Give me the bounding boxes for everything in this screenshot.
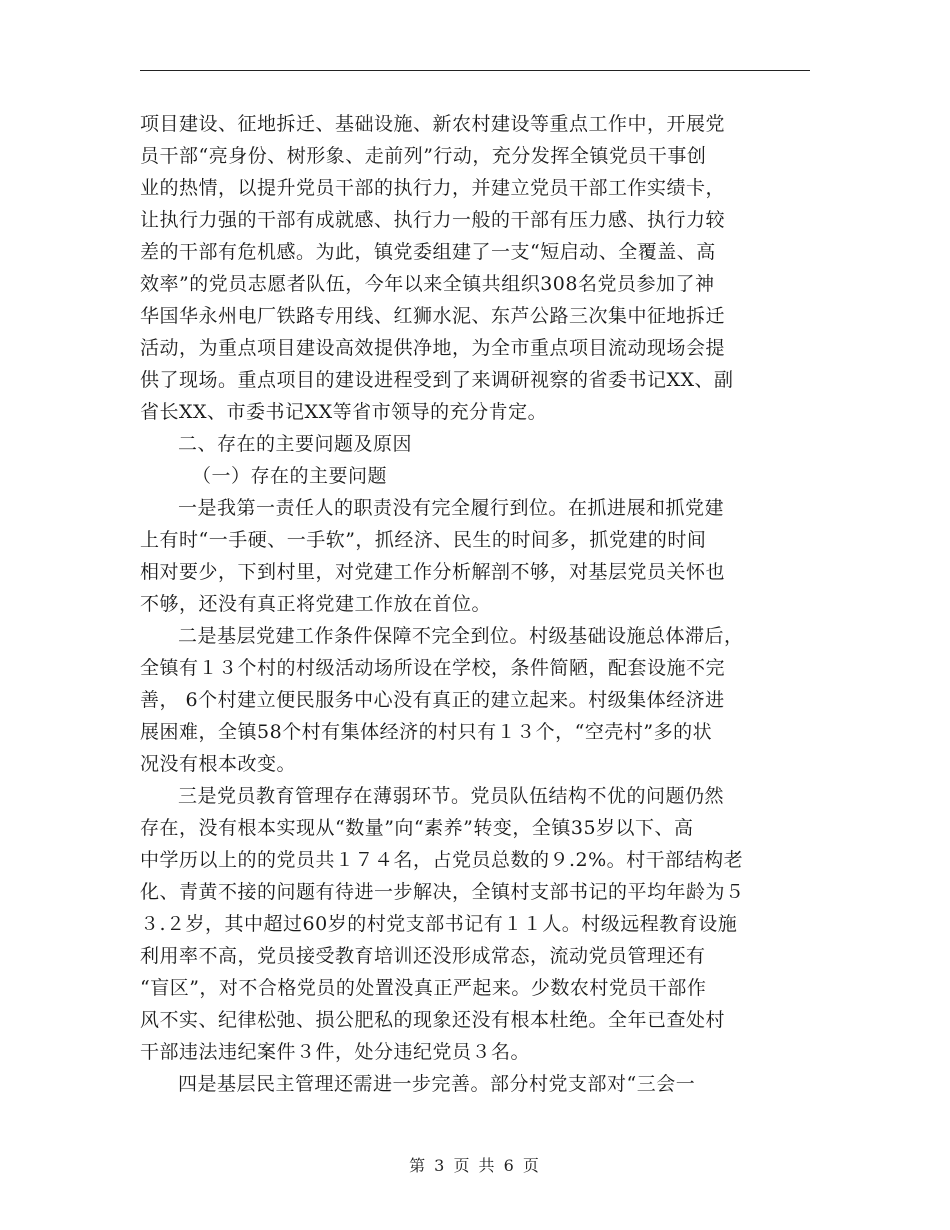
- subsection-heading: （一）存在的主要问题: [192, 465, 388, 487]
- paragraph-line: 三是党员教育管理存在薄弱环节。党员队伍结构不优的问题仍然: [178, 785, 725, 807]
- paragraph-line: ３.２岁，其中超过60岁的村党支部书记有１１人。村级远程教育设施: [140, 913, 738, 935]
- paragraph-line: “盲区”，对不合格党员的处置没真正严起来。少数农村党员干部作: [140, 977, 707, 999]
- page-number: 第 3 页 共 6 页: [409, 1156, 541, 1175]
- paragraph-line: 效率”的党员志愿者队伍，今年以来全镇共组织308名党员参加了神: [140, 273, 715, 295]
- paragraph-line: 展困难，全镇58个村有集体经济的村只有１３个，“空壳村”多的状: [140, 721, 713, 743]
- document-body: [140, 108, 820, 1100]
- paragraph-line: 一是我第一责任人的职责没有完全履行到位。在抓进展和抓党建: [178, 497, 725, 519]
- paragraph-line: 全镇有１３个村的村级活动场所设在学校，条件简陋，配套设施不完: [140, 657, 726, 679]
- paragraph-line: 让执行力强的干部有成就感、执行力一般的干部有压力感、执行力较: [140, 209, 726, 231]
- paragraph-line: 二是基层党建工作条件保障不完全到位。村级基础设施总体滞后，: [178, 625, 744, 647]
- paragraph-line: 四是基层民主管理还需进一步完善。部分村党支部对“三会一: [178, 1073, 696, 1095]
- paragraph-line: 项目建设、征地拆迁、基础设施、新农村建设等重点工作中，开展党: [140, 113, 726, 135]
- paragraph-line: 华国华永州电厂铁路专用线、红狮水泥、东芦公路三次集中征地拆迁: [140, 305, 726, 327]
- paragraph-line: 中学历以上的的党员共１７４名，占党员总数的９.2%。村干部结构老: [140, 849, 744, 871]
- paragraph-line: 况没有根本改变。: [140, 753, 297, 775]
- header-rule: [140, 70, 810, 71]
- paragraph-line: 善， 6个村建立便民服务中心没有真正的建立起来。村级集体经济进: [140, 689, 725, 711]
- paragraph-line: 风不实、纪律松弛、损公肥私的现象还没有根本杜绝。全年已查处村: [140, 1009, 726, 1031]
- paragraph-line: 干部违法违纪案件３件，处分违纪党员３名。: [140, 1041, 531, 1063]
- paragraph-line: 业的热情，以提升党员干部的执行力，并建立党员干部工作实绩卡，: [140, 177, 726, 199]
- paragraph-line: 相对要少，下到村里，对党建工作分析解剖不够，对基层党员关怀也: [140, 561, 726, 583]
- paragraph-line: 活动，为重点项目建设高效提供净地，为全市重点项目流动现场会提: [140, 337, 726, 359]
- paragraph-line: 员干部“亮身份、树形象、走前列”行动，充分发挥全镇党员干事创: [140, 145, 707, 167]
- paragraph-line: 省长XX、市委书记XX等省市领导的充分肯定。: [140, 401, 548, 423]
- paragraph-line: 存在，没有根本实现从“数量”向“素养”转变，全镇35岁以下、高: [140, 817, 694, 839]
- paragraph-line: 不够，还没有真正将党建工作放在首位。: [140, 593, 492, 615]
- paragraph-line: 供了现场。重点项目的建设进程受到了来调研视察的省委书记XX、副: [140, 369, 734, 391]
- paragraph-line: 差的干部有危机感。为此，镇党委组建了一支“短启动、全覆盖、高: [140, 241, 716, 263]
- section-heading: 二、存在的主要问题及原因: [178, 433, 413, 455]
- paragraph-line: 化、青黄不接的问题有待进一步解决，全镇村支部书记的平均年龄为５: [140, 881, 745, 903]
- paragraph-line: 利用率不高，党员接受教育培训还没形成常态，流动党员管理还有: [140, 945, 706, 967]
- paragraph-line: 上有时“一手硬、一手软”，抓经济、民生的时间多，抓党建的时间: [140, 529, 707, 551]
